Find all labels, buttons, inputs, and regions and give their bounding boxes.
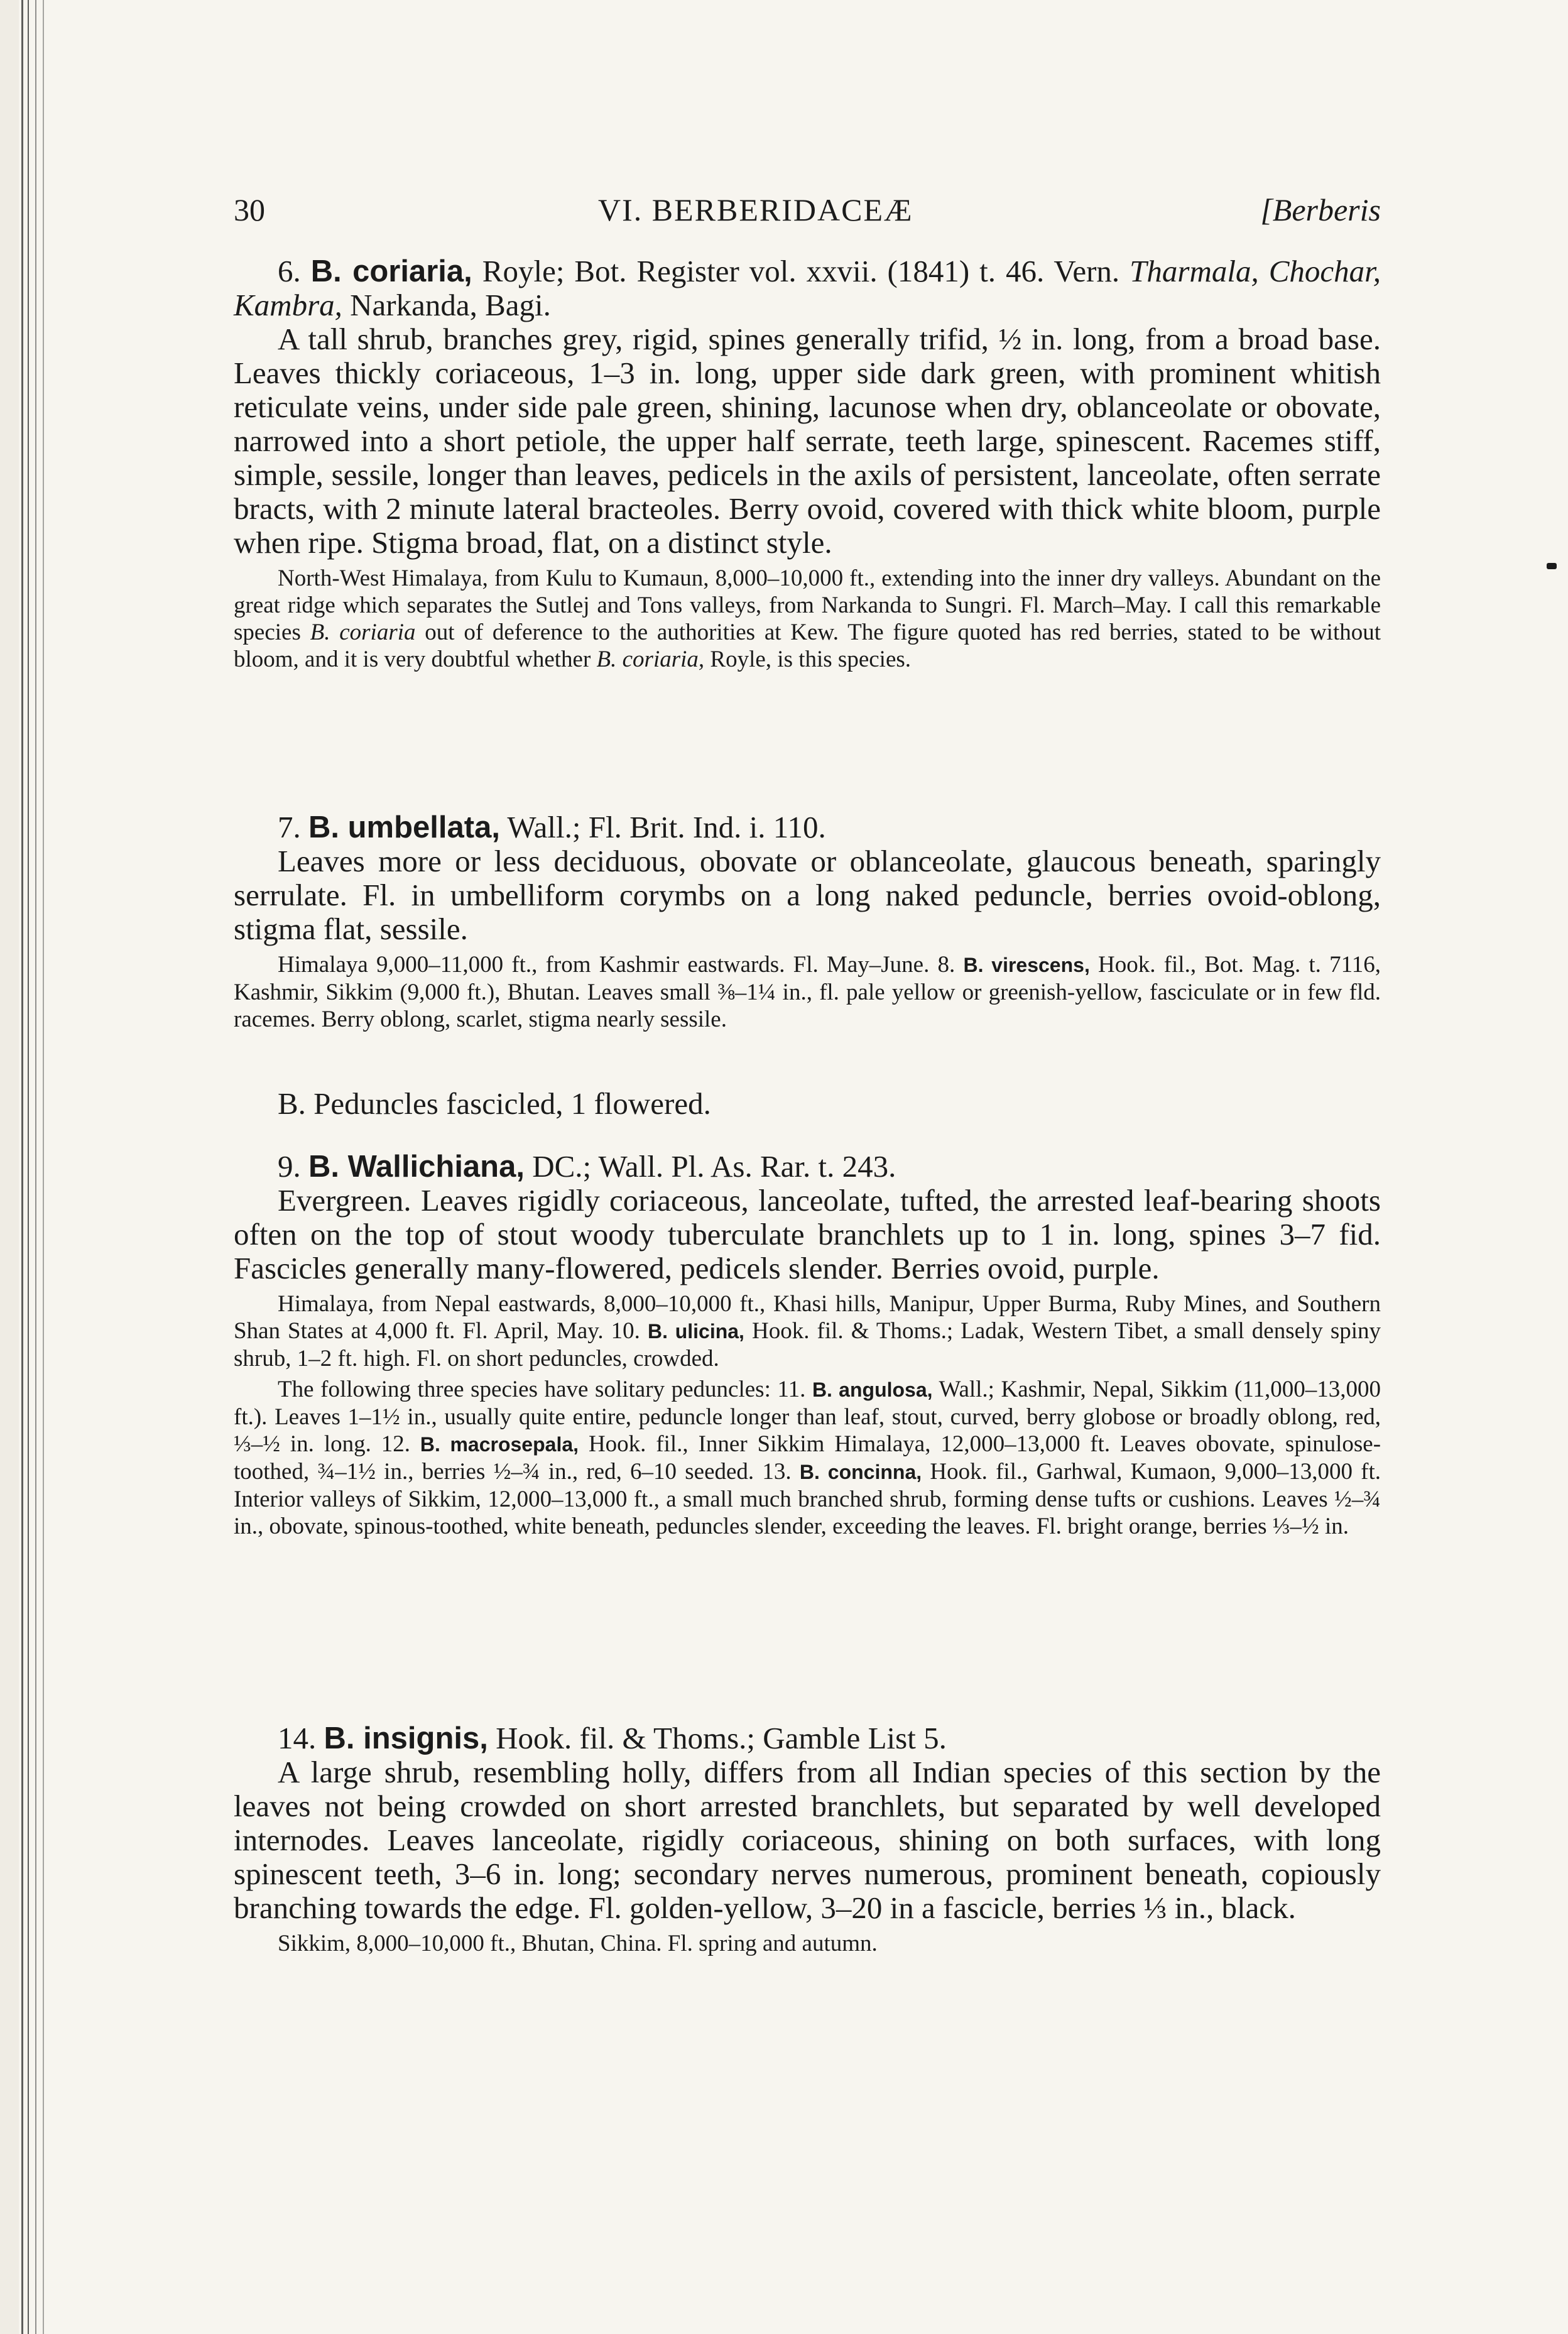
note-text: Hook. fil. & Thoms.; Ladak, Western Tibet, a small densely spiny shrub, 1–2 ft. high. Fl. on short peduncles, crowded. [234, 1318, 1381, 1371]
species-7-heading [234, 810, 1381, 844]
species-9-entry [234, 1150, 1381, 1540]
species-name: B. Wallichiana, [308, 1150, 525, 1184]
species-14-distribution-note: Sikkim, 8,000–10,000 ft., Bhutan, China. Fl. spring and autumn. [278, 1931, 878, 1956]
species-9-heading [234, 1150, 1381, 1184]
species-14-heading [234, 1721, 1381, 1755]
species-name: B. coriaria, [310, 254, 472, 288]
note-text: The following three species have solitary peduncles: 11. [278, 1377, 806, 1402]
group-heading-text: B. Peduncles fascicled, 1 flowered. [278, 1086, 711, 1121]
species-citation: Hook. fil. & Thoms.; Gamble List 5. [496, 1721, 947, 1755]
note-species-name: B. ulicina, [648, 1320, 744, 1343]
note-taxon: B. coriaria, [596, 646, 705, 672]
note-text: Wall.; Kashmir, Nepal, Sikkim (11,000–13,000 ft.). Leaves 1–1½ in., usually quite entire, peduncle longer than leaf, stout, curved, berry globose or broadly oblong, red, ⅓–½ in. long. 12. [234, 1377, 1381, 1457]
species-7-entry [234, 810, 1381, 1033]
species-14-entry [234, 1721, 1381, 1957]
running-title: VI. BERBERIDACEÆ [598, 192, 913, 227]
solitary-peduncle-species-note [234, 1376, 1381, 1540]
species-name: B. umbellata, [308, 810, 500, 844]
ink-mark [1547, 563, 1557, 569]
species-citation: Wall.; Fl. Brit. Ind. i. 110. [507, 810, 826, 844]
note-text: North-West Himalaya, from Kulu to Kumaun, 8,000–10,000 ft., extending into the inner dry valleys. Abundant on the great ridge which separates the Sutlej and Tons valleys, from Narkanda to Sungri. Fl. March–May. I call this remarkable species [234, 565, 1381, 645]
species-7-distribution-note [234, 951, 1381, 1033]
note-text: Himalaya, from Nepal eastwards, 8,000–10,000 ft., Khasi hills, Manipur, Upper Burma, Ruby Mines, and Southern Shan States at 4,000 ft. Fl. April, May. 10. [234, 1291, 1381, 1344]
note-text: Hook. fil., Inner Sikkim Himalaya, 12,000–13,000 ft. Leaves obovate, spinulose-toothed, ¾–1½ in., berries ½–¾ in., red, 6–10 seeded. 13. [234, 1431, 1381, 1485]
species-14-description: A large shrub, resembling holly, differs from all Indian species of this section by the leaves not being crowded on short arrested branchlets, but separated by well developed internodes. Leaves lanceolate, rigidly coriaceous, shining on both surfaces, with long spinescent teeth, 3–6 in. long; secondary nerves numerous, prominent beneath, copiously branching towards the edge. Fl. golden-yellow, 3–20 in a fascicle, berries ⅓ in., black. [234, 1755, 1381, 1925]
species-6-description: A tall shrub, branches grey, rigid, spines generally trifid, ½ in. long, from a broad base. Leaves thickly coriaceous, 1–3 in. long, upper side dark green, with prominent whitish reticulate veins, under side pale green, shining, lacunose when dry, oblanceolate or obovate, narrowed into a short petiole, the upper half serrate, teeth large, spinescent. Racemes stiff, simple, sessile, longer than leaves, pedicels in the axils of persistent, lanceolate, often serrate bracts, with 2 minute lateral bracteoles. Berry ovoid, covered with thick white bloom, purple when ripe. Stigma broad, flat, on a distinct style. [234, 322, 1381, 560]
species-6-entry [234, 254, 1381, 673]
species-7-description: Leaves more or less deciduous, obovate or oblanceolate, glaucous beneath, sparingly serrulate. Fl. in umbelliform corymbs on a long naked peduncle, berries ovoid-oblong, stigma flat, sessile. [234, 844, 1381, 946]
species-number: 9. [278, 1149, 301, 1184]
note-text: Royle, is this species. [710, 646, 912, 672]
vernacular-places: Narkanda, Bagi. [350, 288, 551, 322]
species-6-heading [234, 254, 1381, 322]
note-species-name: B. macrosepala, [420, 1433, 579, 1456]
species-9-distribution-note [234, 1290, 1381, 1372]
species-number: 14. [278, 1721, 317, 1755]
note-text: Hook. fil., Garhwal, Kumaon, 9,000–13,000 ft. Interior valleys of Sikkim, 12,000–13,000 ft., a small much branched shrub, forming dense tufts or cushions. Leaves ½–¾ in., obovate, spinous-toothed, white beneath, peduncles slender, exceeding the leaves. Fl. bright orange, berries ⅓–½ in. [234, 1459, 1381, 1539]
note-text: Himalaya 9,000–11,000 ft., from Kashmir eastwards. Fl. May–June. 8. [278, 952, 956, 978]
section-reference: [Berberis [1260, 192, 1381, 227]
page-number: 30 [234, 192, 265, 227]
group-b-heading [234, 1087, 1381, 1121]
species-6-distribution-note [234, 565, 1381, 673]
running-header [234, 192, 1381, 242]
note-species-name: B. concinna, [799, 1461, 922, 1483]
note-text: Hook. fil., Bot. Mag. t. 7116, Kashmir, Sikkim (9,000 ft.), Bhutan. Leaves small ⅜–1¼ in., fl. pale yellow or greenish-yellow, fasciculate or in few fld. racemes. Berry oblong, scarlet, stigma nearly sessile. [234, 952, 1381, 1032]
note-taxon: B. coriaria [310, 619, 416, 645]
note-species-name: B. angulosa, [812, 1378, 933, 1401]
species-name: B. insignis, [324, 1721, 488, 1755]
species-citation: Royle; Bot. Register vol. xxvii. (1841) t. 46. Vern. [482, 254, 1120, 288]
species-9-description: Evergreen. Leaves rigidly coriaceous, lanceolate, tufted, the arrested leaf-bearing shoots often on the top of stout woody tuberculate branchlets up to 1 in. long, spines 3–7 fid. Fascicles generally many-flowered, pedicels slender. Berries ovoid, purple. [234, 1183, 1381, 1285]
species-citation: DC.; Wall. Pl. As. Rar. t. 243. [532, 1149, 896, 1184]
note-species-name: B. virescens, [963, 954, 1090, 976]
species-number: 6. [278, 254, 301, 288]
page-edge [0, 0, 19, 2334]
binding-lines [19, 0, 48, 2334]
species-number: 7. [278, 810, 301, 844]
note-text: out of deference to the authorities at Kew. The figure quoted has red berries, stated to be without bloom, and it is very doubtful whether [234, 619, 1381, 672]
vernacular-names: Tharmala, Chochar, Kambra, [234, 254, 1381, 322]
